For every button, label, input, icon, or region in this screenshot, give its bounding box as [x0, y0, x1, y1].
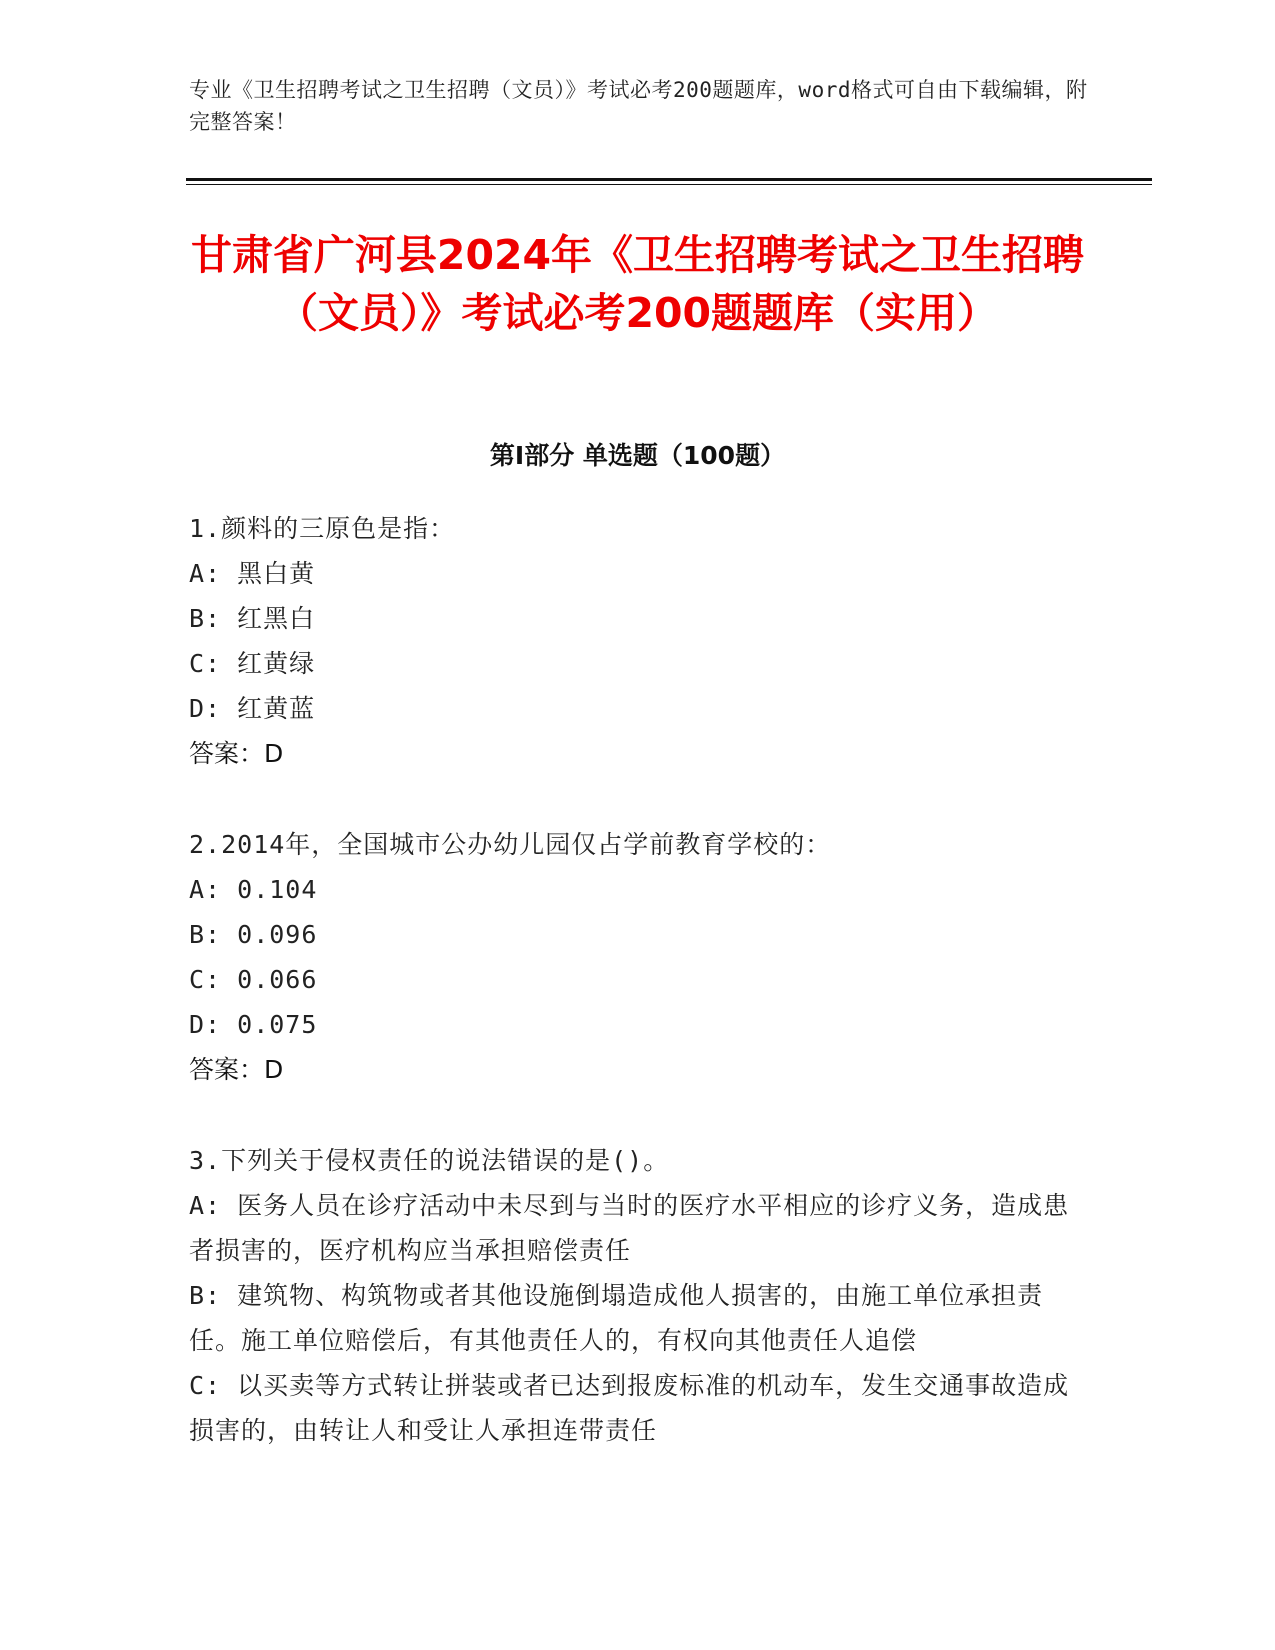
option-a: A: 0.104 [189, 875, 318, 904]
option-d: D: 0.075 [189, 1010, 318, 1039]
question-3 [189, 1138, 1089, 1453]
question-1 [189, 506, 1089, 776]
header-note: 专业《卫生招聘考试之卫生招聘（文员）》考试必考200题题库，word格式可自由下载编辑，附完整答案！ [189, 78, 1088, 134]
header-divider [186, 178, 1152, 181]
question-stem: 3.下列关于侵权责任的说法错误的是()。 [189, 1146, 670, 1175]
header-divider-thin [186, 184, 1152, 185]
option-d: D: 红黄蓝 [189, 694, 316, 723]
option-b: B: 0.096 [189, 920, 318, 949]
document-title: 甘肃省广河县2024年《卫生招聘考试之卫生招聘（文员）》考试必考200题题库（实用） [190, 231, 1085, 337]
question-stem: 2.2014年，全国城市公办幼儿园仅占学前教育学校的： [189, 830, 832, 859]
option-a: A: 黑白黄 [189, 559, 316, 588]
option-c: C: 0.066 [189, 965, 318, 994]
question-stem: 1.颜料的三原色是指： [189, 514, 456, 543]
option-c: C: 以买卖等方式转让拼装或者已达到报废标准的机动车，发生交通事故造成损害的，由转让人和受让人承担连带责任 [189, 1371, 1070, 1445]
section-heading: 第Ⅰ部分 单选题（100题） [489, 441, 786, 470]
option-b: B: 建筑物、构筑物或者其他设施倒塌造成他人损害的，由施工单位承担责任。施工单位赔偿后，有其他责任人的，有权向其他责任人追偿 [189, 1281, 1044, 1355]
option-b: B: 红黑白 [189, 604, 316, 633]
option-a: A: 医务人员在诊疗活动中未尽到与当时的医疗水平相应的诊疗义务，造成患者损害的，医疗机构应当承担赔偿责任 [189, 1191, 1070, 1265]
question-2 [189, 822, 1089, 1092]
answer: 答案：D [189, 1055, 284, 1084]
answer: 答案：D [189, 739, 284, 768]
option-c: C: 红黄绿 [189, 649, 316, 678]
